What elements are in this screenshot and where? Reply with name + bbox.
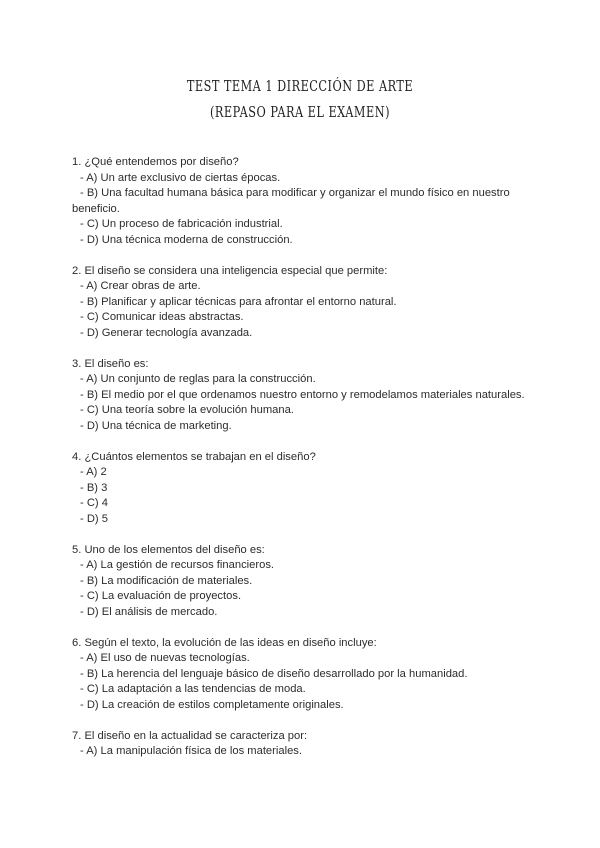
question-2 <box>72 264 528 342</box>
answer-option-b: - B) Planificar y aplicar técnicas para afrontar el entorno natural. <box>80 295 397 308</box>
question-6 <box>72 636 528 714</box>
document-title <box>66 74 534 126</box>
question-3 <box>72 357 528 435</box>
question-text: 4. ¿Cuántos elementos se trabajan en el diseño? <box>72 450 316 463</box>
answer-option-a: - A) Crear obras de arte. <box>80 280 201 292</box>
answer-option-c: - C) Una teoría sobre la evolución humana. <box>80 404 294 416</box>
answer-option-b: - B) La herencia del lenguaje básico de diseño desarrollado por la humanidad. <box>80 667 468 680</box>
question-1 <box>72 155 528 248</box>
answer-option-d: - D) 5 <box>80 512 108 525</box>
question-5 <box>72 543 528 621</box>
question-7 <box>72 729 528 760</box>
answer-option-d: - D) Una técnica de marketing. <box>80 419 232 432</box>
question-text: 1. ¿Qué entendemos por diseño? <box>72 156 239 168</box>
answer-option-d: - D) Generar tecnología avanzada. <box>80 326 253 339</box>
answer-option-a: - A) El uso de nuevas tecnologías. <box>80 652 250 664</box>
answer-option-c: - C) La adaptación a las tendencias de moda. <box>80 683 306 695</box>
answer-option-a: - A) La manipulación física de los materiales. <box>80 745 302 757</box>
answer-option-a: - A) 2 <box>80 466 107 478</box>
answer-option-c: - C) Un proceso de fabricación industrial. <box>80 218 283 230</box>
question-list <box>72 155 528 775</box>
answer-option-b: - B) 3 <box>80 481 108 494</box>
answer-option-a: - A) La gestión de recursos financieros. <box>80 559 275 571</box>
answer-option-b: - B) Una facultad humana básica para modificar y organizar el mundo físico en nuestro beneficio. <box>72 187 510 215</box>
answer-option-d: - D) La creación de estilos completamente originales. <box>80 698 344 711</box>
answer-option-a: - A) Un arte exclusivo de ciertas épocas. <box>80 171 281 184</box>
answer-option-b: - B) El medio por el que ordenamos nuestro entorno y remodelamos materiales naturales. <box>80 388 525 401</box>
question-text: 7. El diseño en la actualidad se caracteriza por: <box>72 729 308 742</box>
question-text: 6. Según el texto, la evolución de las ideas en diseño incluye: <box>72 636 377 649</box>
answer-option-c: - C) 4 <box>80 497 108 509</box>
question-text: 3. El diseño es: <box>72 357 149 370</box>
answer-option-c: - C) Comunicar ideas abstractas. <box>80 311 244 323</box>
title-line-2: (REPASO PARA EL EXAMEN) <box>210 105 390 121</box>
question-4 <box>72 450 528 528</box>
answer-option-c: - C) La evaluación de proyectos. <box>80 590 242 602</box>
answer-option-d: - D) Una técnica moderna de construcción. <box>80 233 293 246</box>
title-line-1: TEST TEMA 1 DIRECCIÓN DE ARTE <box>186 79 414 95</box>
question-text: 2. El diseño se considera una inteligencia especial que permite: <box>72 264 388 277</box>
answer-option-d: - D) El análisis de mercado. <box>80 605 218 618</box>
question-text: 5. Uno de los elementos del diseño es: <box>72 543 265 556</box>
answer-option-a: - A) Un conjunto de reglas para la construcción. <box>80 373 316 385</box>
answer-option-b: - B) La modificación de materiales. <box>80 574 253 587</box>
